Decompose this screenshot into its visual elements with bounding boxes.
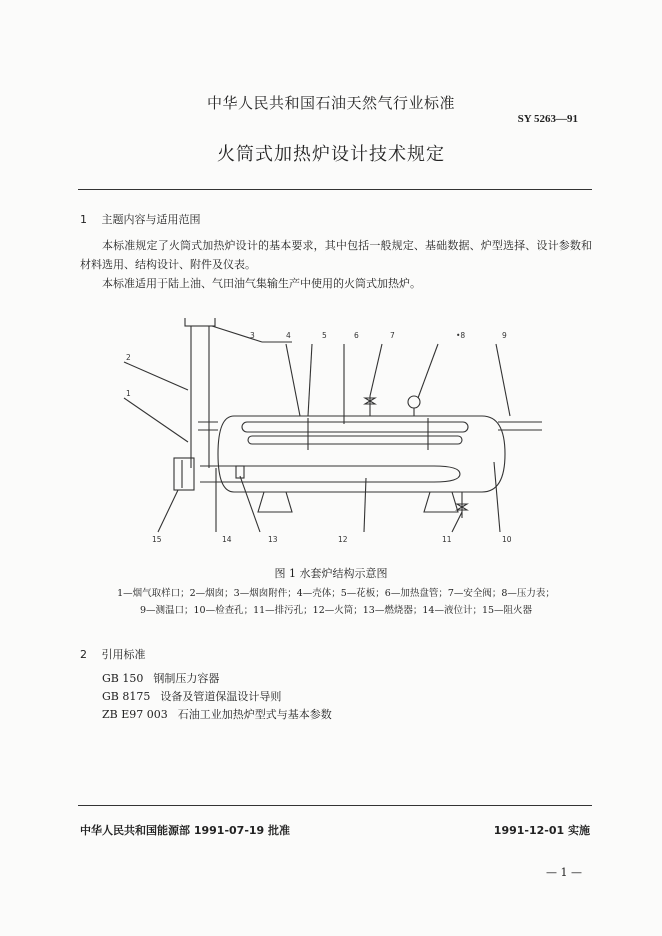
label-9: 9 [502, 331, 507, 340]
section-2-number: 2 [80, 648, 87, 661]
water-jacket-heater-diagram [112, 318, 552, 550]
label-13: 13 [268, 535, 278, 544]
label-3: 3 [250, 331, 255, 340]
figure-legend-line-1: 1—烟气取样口；2—烟囱；3—烟囱附件；4—壳体；5—花板；6—加热盘管；7—安全阀；8—压力表； [117, 588, 555, 599]
reference-title: 钢制压力容器 [153, 672, 220, 685]
section-1-heading [80, 211, 201, 227]
reference-code: GB 8175 [102, 690, 151, 703]
reference-item [102, 688, 281, 704]
label-8: •8 [456, 331, 466, 340]
footer-divider [78, 805, 592, 806]
org-title: 中华人民共和国石油天然气行业标准 [206, 94, 455, 112]
section-2-title: 引用标准 [101, 648, 146, 661]
label-2: 2 [126, 353, 131, 362]
label-6: 6 [354, 331, 359, 340]
section-2-heading [80, 646, 146, 662]
page-number: — 1 — [546, 866, 582, 879]
document-title: 火筒式加热炉设计技术规定 [217, 144, 445, 165]
implementation-date: 1991-12-01 实施 [493, 824, 590, 837]
saddle-right [424, 492, 458, 512]
standard-code: SY 5263—91 [517, 113, 578, 125]
label-1: 1 [126, 389, 131, 398]
section-1-paragraph-2: 本标准适用于陆上油、气田油气集输生产中使用的火筒式加热炉。 [102, 277, 421, 290]
figure-caption: 图 1 水套炉结构示意图 [274, 567, 388, 580]
label-4: 4 [286, 331, 291, 340]
reference-item [102, 706, 332, 722]
reference-code: GB 150 [102, 672, 144, 685]
reference-title: 石油工业加热炉型式与基本参数 [177, 708, 332, 721]
section-1-number: 1 [80, 213, 87, 226]
label-15: 15 [152, 535, 162, 544]
fire-tube [200, 466, 460, 482]
label-11: 11 [442, 535, 452, 544]
heating-coil-lower [248, 436, 462, 444]
heating-coil-upper [242, 422, 468, 432]
label-14: 14 [222, 535, 232, 544]
chimney-cap [185, 318, 215, 326]
label-10: 10 [502, 535, 512, 544]
label-12: 12 [338, 535, 348, 544]
heater-shell [218, 416, 505, 492]
reference-item [102, 670, 219, 686]
label-5: 5 [322, 331, 327, 340]
header-divider [78, 189, 592, 190]
section-1-title: 主题内容与适用范围 [101, 213, 201, 226]
reference-code: ZB E97 003 [102, 708, 168, 721]
section-1-paragraph-1: 本标准规定了火筒式加热炉设计的基本要求，其中包括一般规定、基础数据、炉型选择、设计参数和材料选用、结构设计、附件及仪表。 [80, 239, 592, 271]
reference-title: 设备及管道保温设计导则 [160, 690, 282, 703]
label-7: 7 [390, 331, 395, 340]
figure-legend-line-2: 9—测温口；10—检查孔；11—排污孔；12—火筒；13—燃烧器；14—液位计；15—阻火器 [139, 605, 533, 616]
approval-note: 中华人民共和国能源部 1991-07-19 批准 [80, 824, 291, 837]
saddle-left [258, 492, 292, 512]
